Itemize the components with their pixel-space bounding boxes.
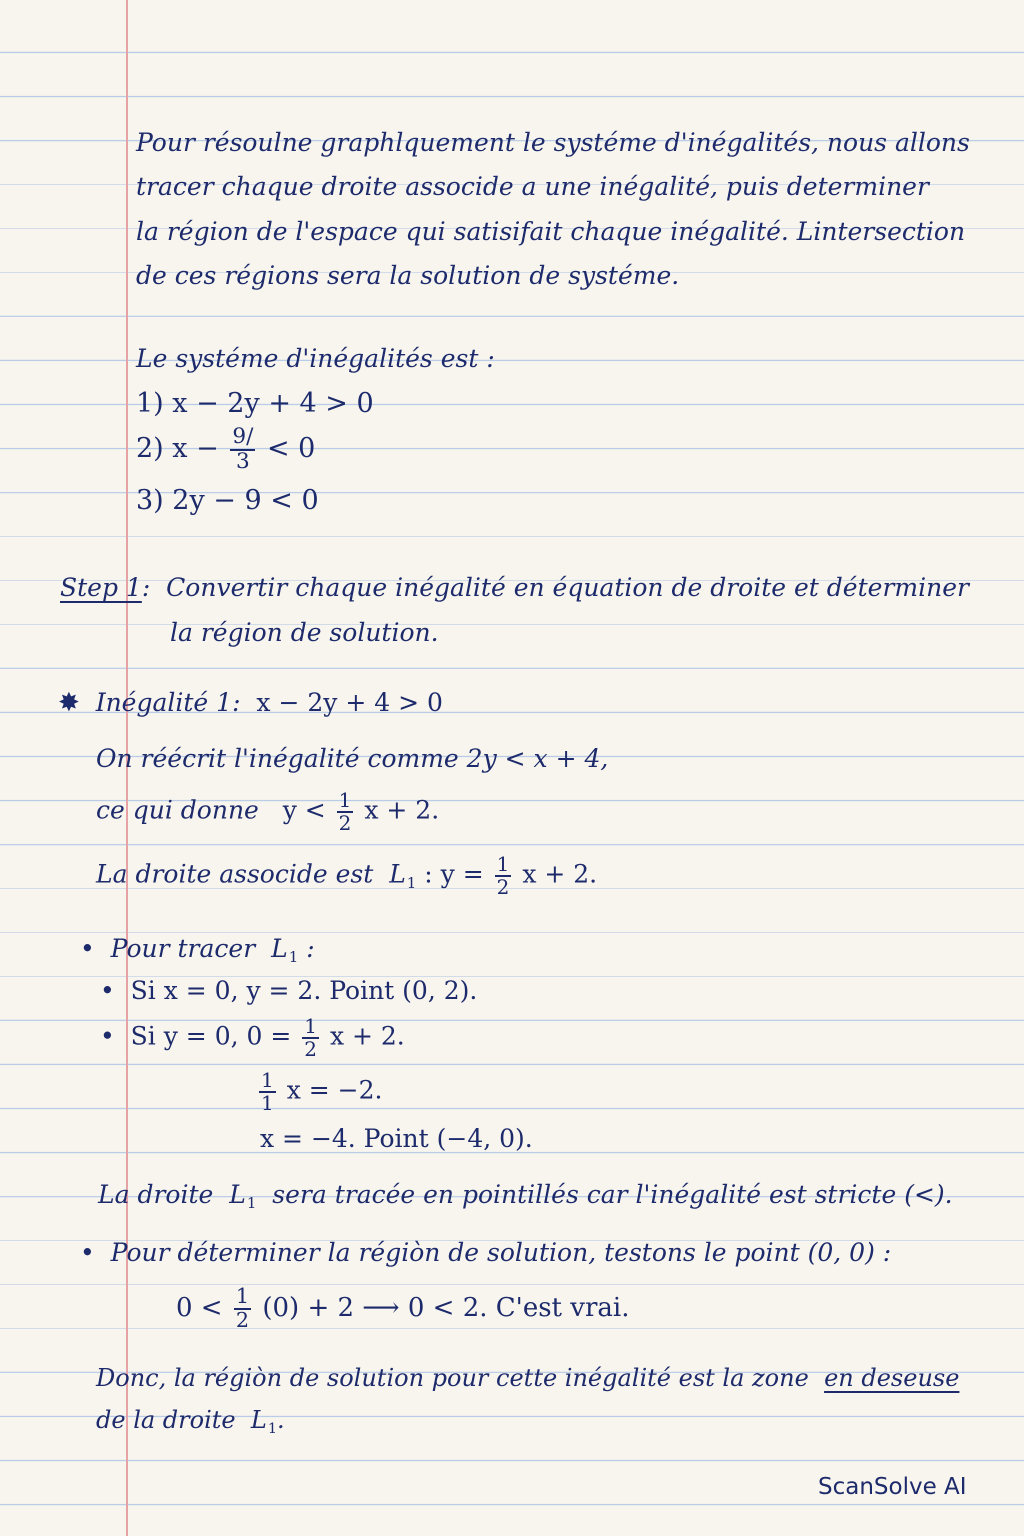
watermark: ScanSolve AI <box>818 1474 967 1500</box>
bullet-icon: • <box>80 934 95 963</box>
gives-left: y < <box>282 795 326 825</box>
trace-case-1-text: Si x = 0, y = 2. Point (0, 2). <box>130 976 478 1005</box>
gives-fraction <box>337 790 354 834</box>
trace-case-2 <box>100 1016 405 1060</box>
test-expression <box>176 1286 629 1332</box>
step1-label: Step 1 <box>60 573 142 602</box>
test-numerator: 1 <box>235 1284 250 1308</box>
step1-heading <box>60 575 969 600</box>
system-heading: Le systéme d'inégalités est : <box>136 344 495 373</box>
ineq2-suffix: < 0 <box>266 433 316 465</box>
associated-eq-left: : y = <box>424 859 484 889</box>
dashed-line-name: L <box>229 1180 246 1209</box>
dashed-line-subscript: 1 <box>246 1194 257 1213</box>
test-expr-left: 0 < <box>176 1292 223 1323</box>
trace-case-2-left: Si y = 0, 0 = <box>130 1021 292 1051</box>
dashed-prefix: La droite <box>98 1180 214 1209</box>
gives-line <box>96 790 439 834</box>
trace-step-a-denominator: 1 <box>261 1091 274 1115</box>
associated-fraction <box>495 854 512 898</box>
ineq2-numerator: 9/ <box>232 424 254 449</box>
intro-line-3: la région de l'espace qui satisifait chaque inégalité. Lintersection <box>136 217 966 246</box>
trace-line-subscript: 1 <box>288 948 299 967</box>
test-denominator: 2 <box>235 1307 250 1332</box>
gives-numerator: 1 <box>338 788 352 812</box>
trace-case-1 <box>100 978 477 1003</box>
conclusion-line-name: L <box>250 1406 267 1434</box>
associated-denominator: 2 <box>496 875 510 899</box>
step1-line-2: la région de solution. <box>170 618 439 647</box>
trace-case-2-numerator: 1 <box>304 1014 317 1038</box>
inequality-1-expression: x − 2y + 4 > 0 <box>256 688 443 717</box>
trace-line-name: L <box>271 934 288 963</box>
trace-title-text: Pour tracer <box>110 934 256 963</box>
trace-case-2-fraction <box>302 1016 319 1060</box>
trace-step-a-right: x = −2. <box>286 1075 383 1105</box>
system-inequality-1: 1) x − 2y + 4 > 0 <box>136 388 374 419</box>
test-fraction <box>234 1286 251 1332</box>
test-title-text: Pour déterminer la régiòn de solution, testons le point (0, 0) : <box>110 1238 892 1267</box>
trace-case-2-denominator: 2 <box>304 1037 317 1061</box>
system-inequality-3: 3) 2y − 9 < 0 <box>136 485 319 516</box>
gives-prefix: ce qui donne <box>96 795 259 825</box>
dashed-line-note <box>98 1182 953 1211</box>
intro-line-1: Pour résoulne graphlquement le systéme d'inégalités, nous allons <box>136 128 970 157</box>
conclusion-line-2 <box>96 1408 285 1436</box>
bullet-icon: • <box>100 976 115 1005</box>
bullet-icon: • <box>100 1021 115 1051</box>
ineq2-fraction <box>230 426 255 473</box>
conclusion-underlined: en deseuse <box>824 1364 960 1392</box>
associated-numerator: 1 <box>496 852 510 876</box>
intro-line-4: de ces régions sera la solution de systéme. <box>136 261 680 290</box>
associated-line <box>96 854 597 898</box>
conclusion-line-1 <box>96 1366 959 1390</box>
ineq2-denominator: 3 <box>235 448 250 474</box>
trace-step-a-fraction <box>259 1070 276 1114</box>
dashed-suffix: sera tracée en pointillés car l'inégalité est stricte (<). <box>272 1180 953 1209</box>
conclusion-prefix: Donc, la régiòn de solution pour cette inégalité est la zone <box>96 1364 809 1392</box>
bullet-icon: • <box>80 1238 95 1267</box>
gives-right: x + 2. <box>364 795 440 825</box>
test-title <box>80 1240 891 1265</box>
trace-step-a-numerator: 1 <box>261 1068 274 1092</box>
intro-line-2: tracer chaque droite associde a une inégalité, puis determiner <box>136 172 929 201</box>
step1-colon: : <box>141 573 151 602</box>
conclusion-line-2-suffix: . <box>276 1406 285 1434</box>
test-expr-right: (0) + 2 ⟶ 0 < 2. C'est vrai. <box>262 1292 630 1323</box>
trace-title <box>80 936 315 965</box>
trace-step-a <box>256 1070 382 1114</box>
rewrite-line: On réécrit l'inégalité comme 2y < x + 4, <box>96 744 609 773</box>
trace-case-2-right: x + 2. <box>329 1021 405 1051</box>
inequality-1-label: Inégalité 1: <box>95 688 241 717</box>
trace-colon: : <box>306 934 315 963</box>
conclusion-line-2-prefix: de la droite <box>96 1406 236 1434</box>
line-name: L <box>389 859 406 889</box>
star-bullet-icon: ✸ <box>58 688 80 718</box>
associated-eq-right: x + 2. <box>522 859 598 889</box>
conclusion-line-subscript: 1 <box>267 1421 277 1438</box>
inequality-1-title <box>58 690 443 716</box>
ineq2-prefix: 2) x − <box>136 433 219 465</box>
system-inequality-2 <box>136 426 315 473</box>
line-subscript: 1 <box>406 873 417 892</box>
step1-line-1: Convertir chaque inégalité en équation de droite et déterminer <box>166 573 969 602</box>
associated-prefix: La droite associde est <box>96 859 374 889</box>
trace-step-b: x = −4. Point (−4, 0). <box>260 1124 533 1153</box>
gives-denominator: 2 <box>338 811 352 835</box>
